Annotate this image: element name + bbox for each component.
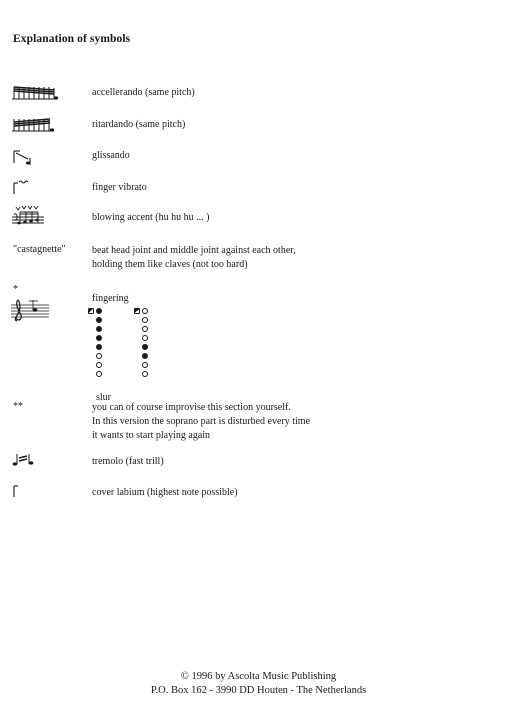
publisher-footer	[0, 670, 517, 698]
fingering-hole-closed	[142, 353, 148, 359]
glissando-description: glissando	[92, 150, 130, 161]
treble-clef-staff-icon	[11, 297, 51, 323]
blowing-accent-symbol-icon	[12, 203, 46, 227]
ritardando-description: ritardando (same pitch)	[92, 119, 186, 130]
slur-label: slur	[96, 392, 111, 403]
castagnette-label: "castagnette"	[13, 244, 66, 255]
fingering-hole-open	[142, 317, 148, 323]
improvise-marker: **	[13, 401, 23, 412]
improvise-line-2: In this version the soprano part is disturbed every time	[92, 416, 311, 427]
fingering-hole-open	[142, 335, 148, 341]
fingering-hole-closed	[96, 326, 102, 332]
castagnette-line-2: holding them like claves (not too hard)	[92, 259, 248, 270]
fingering-hole-closed	[96, 308, 102, 314]
fingering-hole-closed	[96, 335, 102, 341]
fingering-hole-half	[88, 308, 94, 314]
castagnette-line-1: beat head joint and middle joint against each other,	[92, 245, 296, 256]
fingering-hole-open	[96, 371, 102, 377]
tremolo-description: tremolo (fast trill)	[92, 456, 164, 467]
castagnette-description	[92, 244, 412, 272]
fingering-hole-closed	[142, 344, 148, 350]
finger-vibrato-symbol-icon	[12, 179, 38, 195]
fingering-hole-open	[142, 308, 148, 314]
fingering-hole-open	[142, 371, 148, 377]
fingering-hole-closed	[96, 344, 102, 350]
blowing-accent-description: blowing accent (hu hu hu ... )	[92, 212, 210, 223]
glissando-symbol-icon	[12, 149, 38, 165]
ritardando-symbol-icon	[12, 117, 60, 133]
fingering-hole-closed	[96, 317, 102, 323]
fingering-hole-half	[134, 308, 140, 314]
improvise-line-1: you can of course improvise this section yourself.	[92, 402, 291, 413]
fingering-hole-open	[96, 362, 102, 368]
copyright-line: © 1996 by Ascolta Music Publishing	[180, 671, 337, 682]
accelerando-description: accellerando (same pitch)	[92, 87, 195, 98]
fingering-hole-open	[142, 362, 148, 368]
cover-labium-symbol-icon	[12, 485, 26, 499]
fingering-hole-open	[96, 353, 102, 359]
accelerando-symbol-icon	[12, 85, 60, 101]
fingering-hole-open	[142, 326, 148, 332]
fingering-label: fingering	[92, 293, 129, 304]
page-title: Explanation of symbols	[13, 33, 131, 45]
tremolo-symbol-icon	[12, 452, 36, 468]
cover-labium-description: cover labium (highest note possible)	[92, 487, 238, 498]
fingering-marker: *	[13, 284, 18, 295]
improvise-line-3: it wants to start playing again	[92, 430, 211, 441]
address-line: P.O. Box 162 - 3990 DD Houten - The Netherlands	[150, 685, 367, 696]
improvise-description	[92, 401, 412, 443]
finger-vibrato-description: finger vibrato	[92, 182, 147, 193]
